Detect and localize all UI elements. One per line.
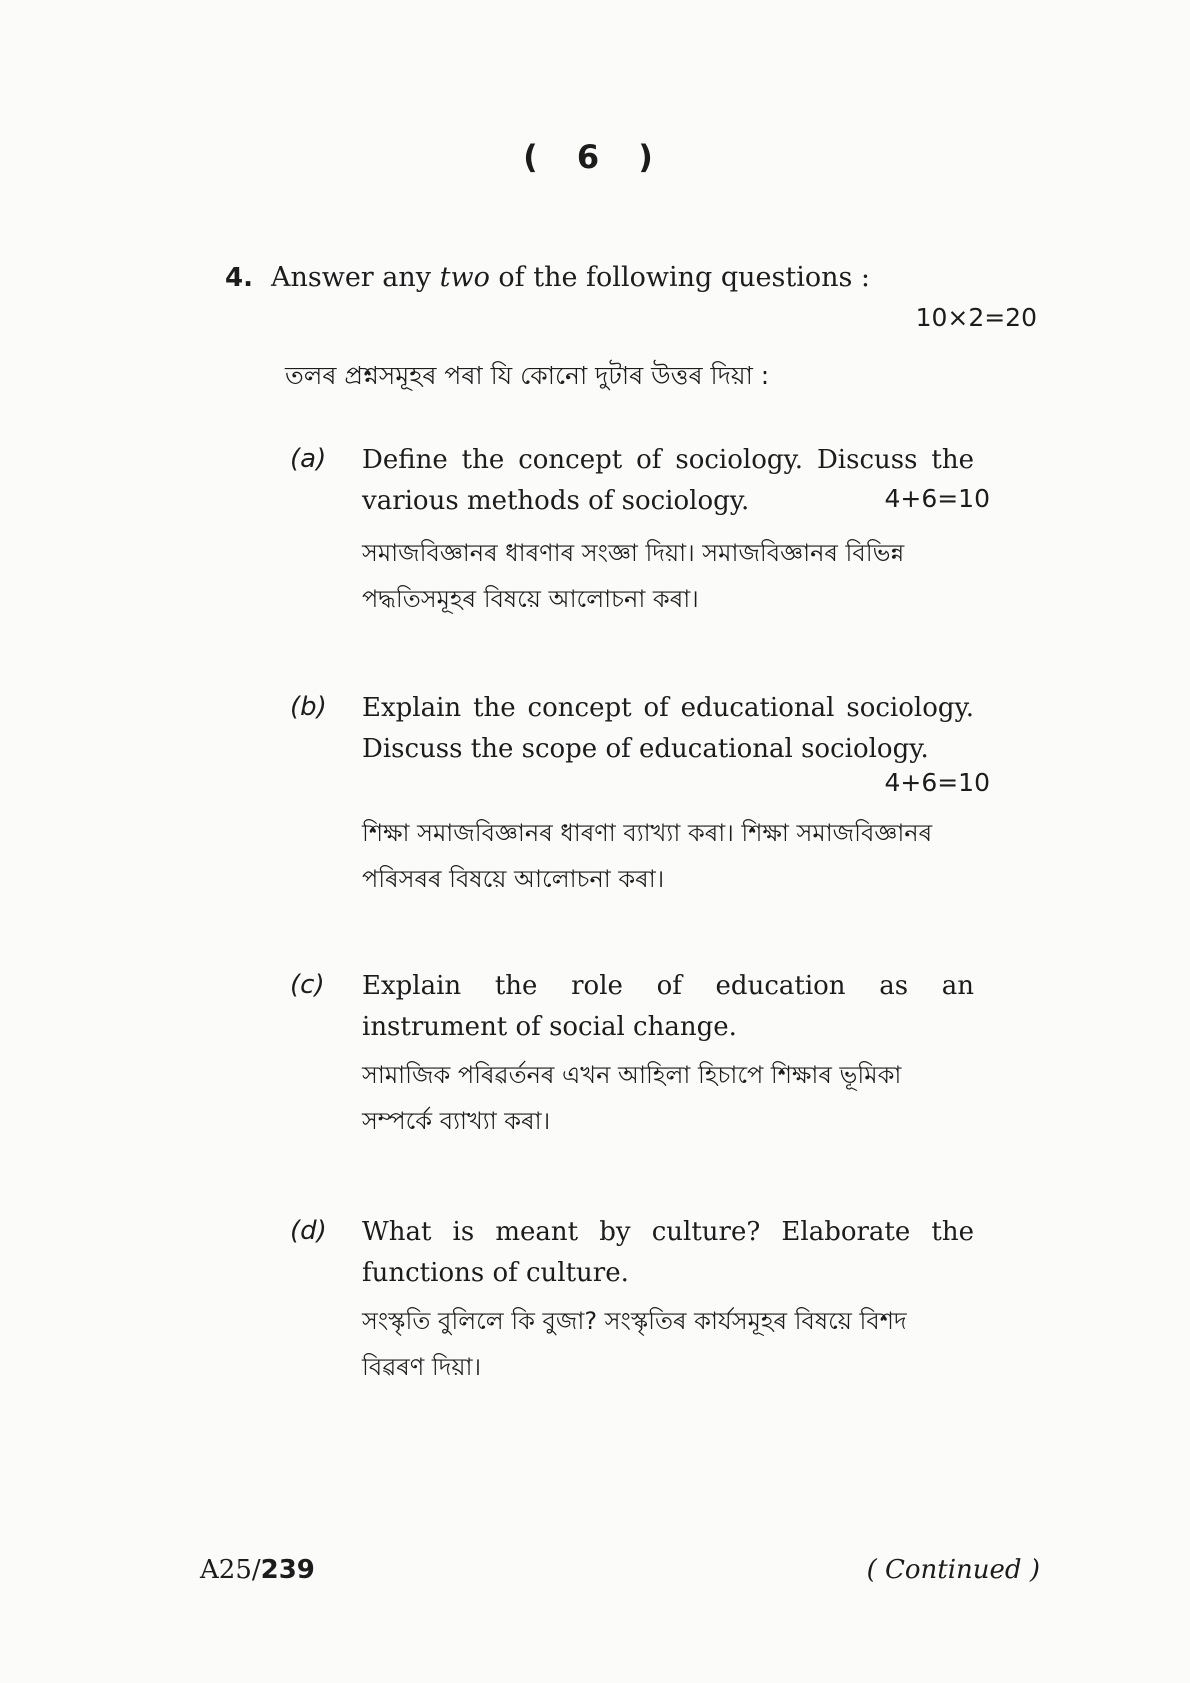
subquestion-label: (b) bbox=[290, 692, 327, 722]
subquestion-english: Define the concept of sociology. Discuss the various methods of sociology. bbox=[362, 445, 974, 516]
subquestion-label: (d) bbox=[290, 1216, 327, 1246]
question-marks: 10×2=20 bbox=[915, 303, 1037, 332]
subquestion-marks: 4+6=10 bbox=[884, 768, 990, 797]
paper-code-prefix: A25/ bbox=[200, 1555, 261, 1585]
subquestion-english: What is meant by culture? Elaborate the functions of culture. bbox=[362, 1217, 974, 1288]
subquestion-english: Explain the role of education as an instrument of social change. bbox=[362, 971, 974, 1042]
subquestion-label: (c) bbox=[290, 970, 325, 1000]
subquestion-english: Explain the concept of educational sociology. Discuss the scope of educational sociology. bbox=[362, 693, 974, 764]
question-number: 4. bbox=[225, 263, 253, 293]
subquestion-label: (a) bbox=[290, 444, 327, 474]
subquestion-marks: 4+6=10 bbox=[884, 484, 990, 513]
subquestion-assamese: সামাজিক পৰিৱৰ্তনৰ এখন আহিলা হিচাপে শিক্ষাৰ ভূমিকা সম্পৰ্কে ব্যাখ্যা কৰা। bbox=[362, 1061, 902, 1135]
subquestion-assamese: সমাজবিজ্ঞানৰ ধাৰণাৰ সংজ্ঞা দিয়া। সমাজবিজ্ঞানৰ বিভিন্ন পদ্ধতিসমূহৰ বিষয়ে আলোচনা কৰা। bbox=[362, 539, 905, 613]
question-heading bbox=[225, 262, 870, 293]
page-number: ( 6 ) bbox=[523, 138, 667, 176]
instruction-assamese: তলৰ প্ৰশ্নসমূহৰ পৰা যি কোনো দুটাৰ উত্তৰ দিয়া : bbox=[285, 361, 770, 390]
instruction-prefix: Answer any bbox=[270, 262, 440, 293]
subquestion-assamese: শিক্ষা সমাজবিজ্ঞানৰ ধাৰণা ব্যাখ্যা কৰা। শিক্ষা সমাজবিজ্ঞানৰ পৰিসৰৰ বিষয়ে আলোচনা কৰা। bbox=[362, 819, 933, 893]
instruction-emphasis: two bbox=[439, 262, 490, 293]
continued-note: ( Continued ) bbox=[866, 1555, 1040, 1585]
instruction-suffix: of the following questions : bbox=[489, 262, 871, 293]
paper-code-number: 239 bbox=[260, 1555, 315, 1585]
paper-code bbox=[200, 1555, 315, 1585]
subquestion-assamese: সংস্কৃতি বুলিলে কি বুজা? সংস্কৃতিৰ কাৰ্যসমূহৰ বিষয়ে বিশদ বিৱৰণ দিয়া। bbox=[362, 1307, 907, 1381]
